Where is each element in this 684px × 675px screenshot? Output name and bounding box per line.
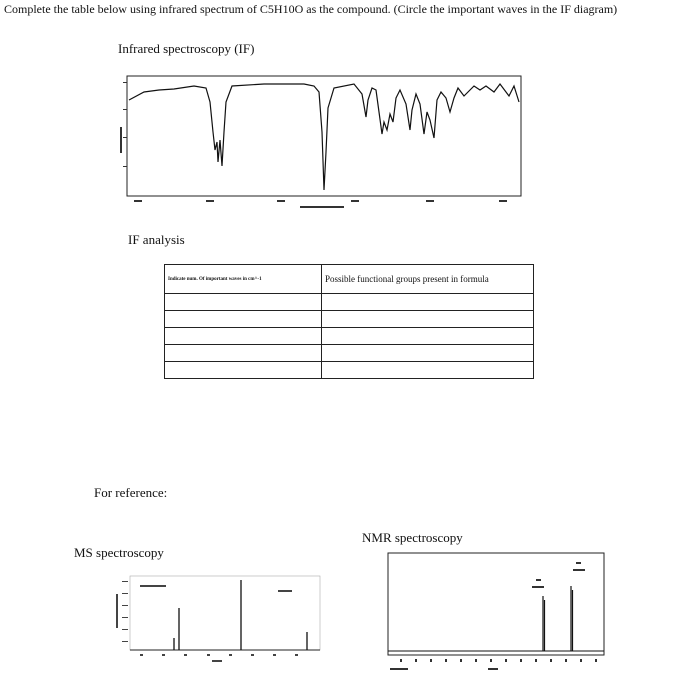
ms-y-axis-ticks [122,581,128,642]
functional-group-cell[interactable] [322,294,534,311]
table-header-row [165,265,534,294]
nmr-quartet-label [532,579,544,588]
ms-peak-label [278,590,292,592]
column-header-functional-groups: Possible functional groups present in formula [322,265,534,294]
ms-legend [140,585,166,587]
nmr-x-axis-ticks [400,659,597,662]
nmr-x-axis-label [488,668,498,670]
wavenumber-cell[interactable] [165,328,322,345]
wavenumber-cell[interactable] [165,362,322,379]
ir-y-axis-label [120,127,122,153]
wavenumber-cell[interactable] [165,294,322,311]
nmr-title: NMR spectroscopy [362,530,463,545]
functional-group-cell[interactable] [322,345,534,362]
ir-section-title: Infrared spectroscopy (IF) [118,41,255,56]
ms-title: MS spectroscopy [74,545,164,560]
table-row [165,328,534,345]
instructions-text: Complete the table below using infrared spectrum of C5H10O as the compound. (Circle the important waves in the IF diagram) [4,2,618,16]
wavenumber-cell[interactable] [165,311,322,328]
table-row [165,362,534,379]
column-header-wavenumbers: Indicate num. Of important waves in cm^-1 [165,265,322,294]
ir-spectrum-line [129,84,519,190]
if-analysis-table [164,264,534,379]
functional-group-cell[interactable] [322,311,534,328]
ir-x-axis-label [300,206,344,208]
ms-x-axis-label [212,660,222,662]
if-analysis-title: IF analysis [128,232,185,247]
table-row [165,345,534,362]
nmr-source-label [390,668,408,670]
ms-spectrum-chart [112,572,324,664]
nmr-spectrum-chart [384,552,608,674]
reference-label: For reference: [94,485,168,500]
ir-spectrum-chart [114,72,530,212]
table-row [165,311,534,328]
table-row [165,294,534,311]
ms-plot-frame [130,576,320,650]
wavenumber-cell[interactable] [165,345,322,362]
ir-x-axis-ticks [134,200,507,202]
functional-group-cell[interactable] [322,328,534,345]
functional-group-cell[interactable] [322,362,534,379]
ir-y-axis-ticks [123,82,127,167]
ms-y-axis-label [116,594,118,628]
ms-x-axis-ticks [140,654,298,656]
nmr-triplet-label [573,562,585,571]
